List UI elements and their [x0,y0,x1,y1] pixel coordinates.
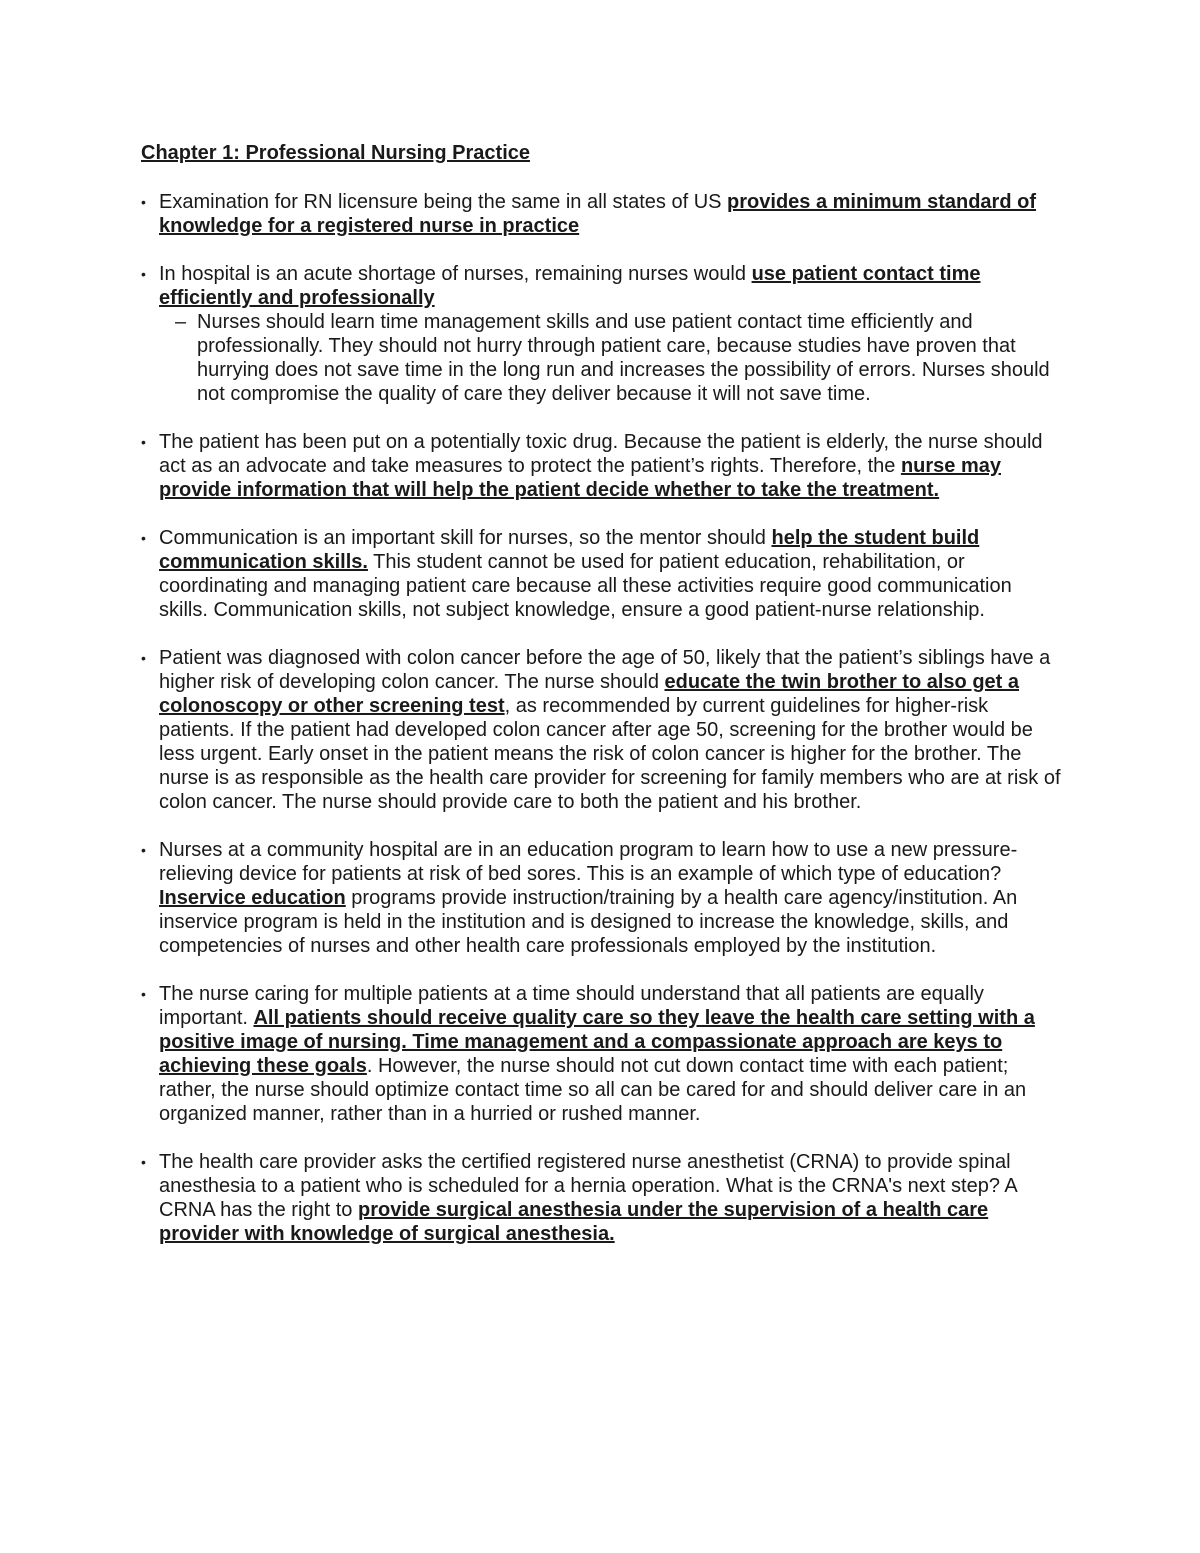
item-key-point: nurse may provide information that will help the patient decide whether to take the treatment. [159,455,1001,501]
item-key-point: Inservice education [159,887,346,909]
list-item [141,526,1066,622]
item-text-continued: This student cannot be used for patient education, rehabilitation, or coordinating and managing patient care because all these activities require good communication skills. Communication skills, not subject knowledge, ensure a good patient-nurse relationship. [159,551,1012,621]
list-item [141,838,1066,958]
item-text: Examination for RN licensure being the same in all states of US [159,191,728,213]
document-page [141,141,1066,1270]
item-key-point: use patient contact time efficiently and professionally [159,263,981,309]
item-text: Patient was diagnosed with colon cancer before the age of 50, likely that the patient’s siblings have a higher risk of developing colon cancer. The nurse should [159,647,1051,693]
list-item [141,646,1066,814]
item-key-point: educate the twin brother to also get a colonoscopy or other screening test [159,671,1019,717]
sub-list-item: – Nurses should learn time management skills and use patient contact time efficiently and professionally. They should not hurry through patient care, because studies have proven that hurrying does not save time in the long run and increases the possibility of errors. Nurses should not compromise the quality of care they deliver because it will not save time. [197,310,1066,406]
list-item [141,430,1066,502]
list-item [141,262,1066,406]
notes-list [141,190,1066,1246]
item-key-point: provide surgical anesthesia under the supervision of a health care provider with knowledge of surgical anesthesia. [159,1199,989,1245]
item-text: Nurses at a community hospital are in an education program to learn how to use a new pressure-relieving device for patients at risk of bed sores. This is an example of which type of education? [159,839,1018,885]
item-text: The nurse caring for multiple patients at a time should understand that all patients are equally important. [159,983,984,1029]
item-text-continued: programs provide instruction/training by a health care agency/institution. An inservice program is held in the institution and is designed to increase the knowledge, skills, and competencies of nurses and other health care professionals employed by the institution. [159,887,1018,957]
item-text: In hospital is an acute shortage of nurses, remaining nurses would [159,263,752,285]
item-key-point: provides a minimum standard of knowledge for a registered nurse in practice [159,191,1036,237]
item-key-point: All patients should receive quality care so they leave the health care setting with a positive image of nursing. Time management and a compassionate approach are keys to achieving these goals [159,1007,1035,1077]
item-text-continued: . However, the nurse should not cut down contact time with each patient; rather, the nurse should optimize contact time so all can be cared for and should deliver care in an organized manner, rather than in a hurried or rushed manner. [159,1055,1027,1125]
item-text: Communication is an important skill for nurses, so the mentor should [159,527,772,549]
item-text-continued: , as recommended by current guidelines for higher-risk patients. If the patient had developed colon cancer after age 50, screening for the brother would be less urgent. Early onset in the patient means the risk of colon cancer is higher for the brother. The nurse is as responsible as the health care provider for screening for family members who are at risk of colon cancer. The nurse should provide care to both the patient and his brother. [159,695,1061,813]
list-item [141,982,1066,1126]
list-item [141,1150,1066,1246]
list-item [141,190,1066,238]
item-key-point: help the student build communication skills. [159,527,980,573]
item-text: The health care provider asks the certified registered nurse anesthetist (CRNA) to provide spinal anesthesia to a patient who is scheduled for a hernia operation. What is the CRNA's next step? A CRNA has the right to [159,1151,1017,1221]
sub-list [159,310,1066,406]
chapter-title: Chapter 1: Professional Nursing Practice [141,142,531,164]
item-text: The patient has been put on a potentially toxic drug. Because the patient is elderly, the nurse should act as an advocate and take measures to protect the patient’s rights. Therefore, the [159,431,1043,477]
